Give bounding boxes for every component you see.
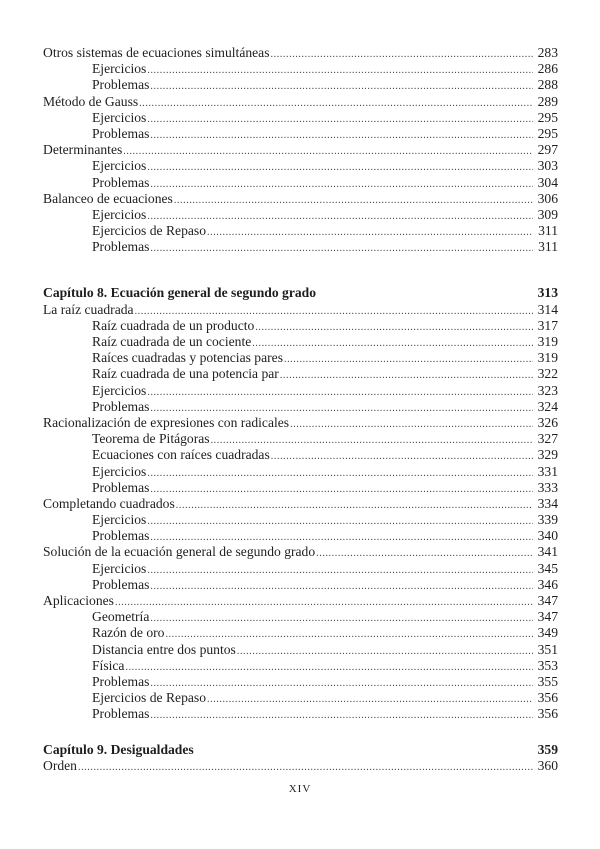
entry-page-number: 347: [537, 609, 558, 625]
dot-leader: [115, 595, 533, 611]
entry-page-number: 306: [537, 190, 558, 206]
toc-subentry: [43, 175, 558, 191]
entry-title: La raíz cuadrada: [43, 301, 134, 317]
toc-subentry: [43, 625, 558, 641]
toc-subentry: [43, 706, 558, 722]
entry-title: Raíz cuadrada de una potencia par: [92, 366, 279, 382]
chapter-title: Capítulo 8. Ecuación general de segundo grado: [43, 285, 317, 301]
entry-page-number: 309: [537, 206, 558, 222]
dot-leader: [176, 498, 533, 514]
dot-leader: [147, 112, 533, 128]
toc-subentry: [43, 223, 558, 239]
entry-title: Distancia entre dos puntos: [92, 641, 236, 657]
toc-entry: [43, 45, 558, 61]
dot-leader: [280, 368, 533, 384]
toc-entry: [43, 758, 558, 774]
dot-leader: [207, 225, 533, 241]
entry-page-number: 345: [537, 560, 558, 576]
toc-subentry: [43, 334, 558, 350]
toc-subentry: [43, 77, 558, 93]
dot-leader: [150, 79, 533, 95]
toc-section-chapter-8: [43, 302, 558, 723]
entry-page-number: 317: [537, 317, 558, 333]
entry-title: Ejercicios de Repaso: [92, 690, 206, 706]
dot-leader: [150, 177, 533, 193]
entry-page-number: 283: [537, 45, 558, 60]
toc-subentry: [43, 110, 558, 126]
entry-title: Ejercicios: [92, 206, 147, 222]
entry-page-number: 288: [537, 77, 558, 93]
dot-leader: [316, 546, 533, 562]
entry-page-number: 295: [537, 109, 558, 125]
entry-title: Ejercicios de Repaso: [92, 223, 206, 239]
dot-leader: [252, 336, 533, 352]
entry-title: Razón de oro: [92, 625, 165, 641]
entry-title: Ejercicios: [92, 560, 147, 576]
entry-title: Teorema de Pitágoras: [92, 431, 210, 447]
toc-subentry: [43, 399, 558, 415]
entry-page-number: 355: [537, 673, 558, 689]
entry-title: Raíz cuadrada de un producto: [92, 317, 255, 333]
toc-subentry: [43, 207, 558, 223]
entry-page-number: 360: [537, 757, 558, 773]
toc-subentry: [43, 658, 558, 674]
entry-title: Problemas: [92, 673, 150, 689]
entry-title: Método de Gauss: [43, 93, 139, 109]
dot-leader: [147, 63, 533, 79]
entry-page-number: 303: [537, 158, 558, 174]
entry-title: Determinantes: [43, 142, 123, 158]
toc-subentry: [43, 318, 558, 334]
toc-entry: [43, 142, 558, 158]
toc-subentry: [43, 366, 558, 382]
toc-subentry: [43, 480, 558, 496]
dot-leader: [78, 760, 533, 776]
entry-page-number: 304: [537, 174, 558, 190]
toc-subentry: [43, 447, 558, 463]
dot-leader: [147, 514, 533, 530]
entry-page-number: 351: [537, 641, 558, 657]
dot-leader: [147, 466, 533, 482]
entry-page-number: 334: [537, 495, 558, 511]
toc-entry: [43, 544, 558, 560]
toc-section-chapter-7-tail: [43, 45, 558, 255]
table-of-contents: [43, 45, 558, 774]
toc-subentry: [43, 383, 558, 399]
dot-leader: [271, 449, 533, 465]
entry-title: Racionalización de expresiones con radicales: [43, 414, 290, 430]
toc-entry: [43, 191, 558, 207]
dot-leader: [284, 352, 533, 368]
toc-subentry: [43, 690, 558, 706]
entry-page-number: 295: [537, 125, 558, 141]
toc-entry: [43, 593, 558, 609]
toc-subentry: [43, 561, 558, 577]
entry-page-number: 326: [537, 414, 558, 430]
entry-title: Ejercicios: [92, 158, 147, 174]
entry-page-number: 327: [537, 431, 558, 447]
entry-title: Balanceo de ecuaciones: [43, 190, 173, 206]
entry-page-number: 333: [537, 479, 558, 495]
chapter-heading-8: [43, 285, 558, 301]
entry-page-number: 346: [537, 576, 558, 592]
entry-page-number: 319: [537, 350, 558, 366]
dot-leader: [139, 96, 533, 112]
entry-page-number: 289: [537, 93, 558, 109]
toc-subentry: [43, 528, 558, 544]
toc-subentry: [43, 674, 558, 690]
dot-leader: [207, 692, 533, 708]
entry-page-number: 356: [537, 690, 558, 706]
entry-title: Ejercicios: [92, 512, 147, 528]
entry-page-number: 286: [537, 61, 558, 77]
entry-page-number: 297: [537, 142, 558, 158]
toc-entry: [43, 496, 558, 512]
entry-page-number: 329: [537, 447, 558, 463]
entry-page-number: 356: [537, 706, 558, 722]
entry-page-number: 347: [537, 593, 558, 608]
entry-page-number: 339: [537, 512, 558, 528]
toc-subentry: [43, 350, 558, 366]
dot-leader: [271, 47, 533, 63]
toc-entry: [43, 94, 558, 110]
entry-title: Geometría: [92, 609, 150, 625]
dot-leader: [123, 144, 533, 160]
toc-subentry: [43, 158, 558, 174]
dot-leader: [150, 579, 533, 595]
entry-title: Raíces cuadradas y potencias pares: [92, 350, 283, 366]
toc-subentry: [43, 464, 558, 480]
chapter-title: Capítulo 9. Desigualdades: [43, 741, 194, 757]
entry-title: Ecuaciones con raíces cuadradas: [92, 447, 270, 463]
toc-section-chapter-9: [43, 758, 558, 774]
toc-subentry: [43, 431, 558, 447]
entry-page-number: 311: [538, 239, 558, 255]
dot-leader: [150, 708, 533, 724]
toc-entry: [43, 302, 558, 318]
dot-leader: [150, 241, 533, 257]
entry-page-number: 324: [537, 398, 558, 414]
entry-title: Problemas: [92, 77, 150, 93]
entry-title: Ejercicios: [92, 61, 147, 77]
dot-leader: [150, 128, 533, 144]
dot-leader: [147, 563, 533, 579]
toc-subentry: [43, 512, 558, 528]
entry-title: Problemas: [92, 398, 150, 414]
entry-title: Ejercicios: [92, 382, 147, 398]
toc-entry: [43, 415, 558, 431]
toc-subentry: [43, 642, 558, 658]
toc-subentry: [43, 239, 558, 255]
toc-subentry: [43, 577, 558, 593]
toc-subentry: [43, 609, 558, 625]
dot-leader: [237, 644, 533, 660]
entry-title: Completando cuadrados: [43, 495, 175, 511]
entry-title: Problemas: [92, 174, 150, 190]
dot-leader: [125, 660, 533, 676]
dot-leader: [255, 320, 533, 336]
entry-page-number: 319: [537, 334, 558, 349]
dot-leader: [150, 482, 533, 498]
dot-leader: [290, 417, 533, 433]
dot-leader: [150, 676, 533, 692]
toc-subentry: [43, 61, 558, 77]
entry-title: Problemas: [92, 706, 150, 722]
dot-leader: [147, 385, 533, 401]
entry-page-number: 322: [537, 366, 558, 382]
entry-page-number: 314: [537, 301, 558, 317]
entry-title: Problemas: [92, 125, 150, 141]
entry-title: Problemas: [92, 239, 150, 255]
entry-page-number: 331: [537, 463, 558, 479]
dot-leader: [174, 193, 533, 209]
chapter-page-number: 359: [537, 741, 558, 757]
entry-title: Raíz cuadrada de un cociente: [92, 334, 252, 349]
entry-title: Ejercicios: [92, 109, 147, 125]
entry-title: Problemas: [92, 576, 150, 592]
entry-title: Otros sistemas de ecuaciones simultáneas: [43, 45, 270, 60]
entry-page-number: 349: [537, 625, 558, 641]
entry-page-number: 340: [537, 528, 558, 544]
entry-page-number: 311: [538, 223, 558, 239]
entry-title: Ejercicios: [92, 463, 147, 479]
chapter-page-number: 313: [537, 285, 558, 301]
page-folio: XIV: [288, 783, 312, 795]
entry-title: Orden: [43, 757, 77, 773]
chapter-heading-9: [43, 742, 558, 758]
entry-title: Problemas: [92, 479, 150, 495]
entry-page-number: 341: [537, 544, 558, 560]
entry-title: Solución de la ecuación general de segundo grado: [43, 544, 316, 560]
entry-title: Problemas: [92, 528, 150, 544]
entry-title: Física: [92, 657, 125, 673]
entry-title: Aplicaciones: [43, 593, 114, 608]
dot-leader: [150, 611, 533, 627]
entry-page-number: 353: [537, 657, 558, 673]
toc-subentry: [43, 126, 558, 142]
entry-page-number: 323: [537, 382, 558, 398]
dot-leader: [147, 160, 533, 176]
